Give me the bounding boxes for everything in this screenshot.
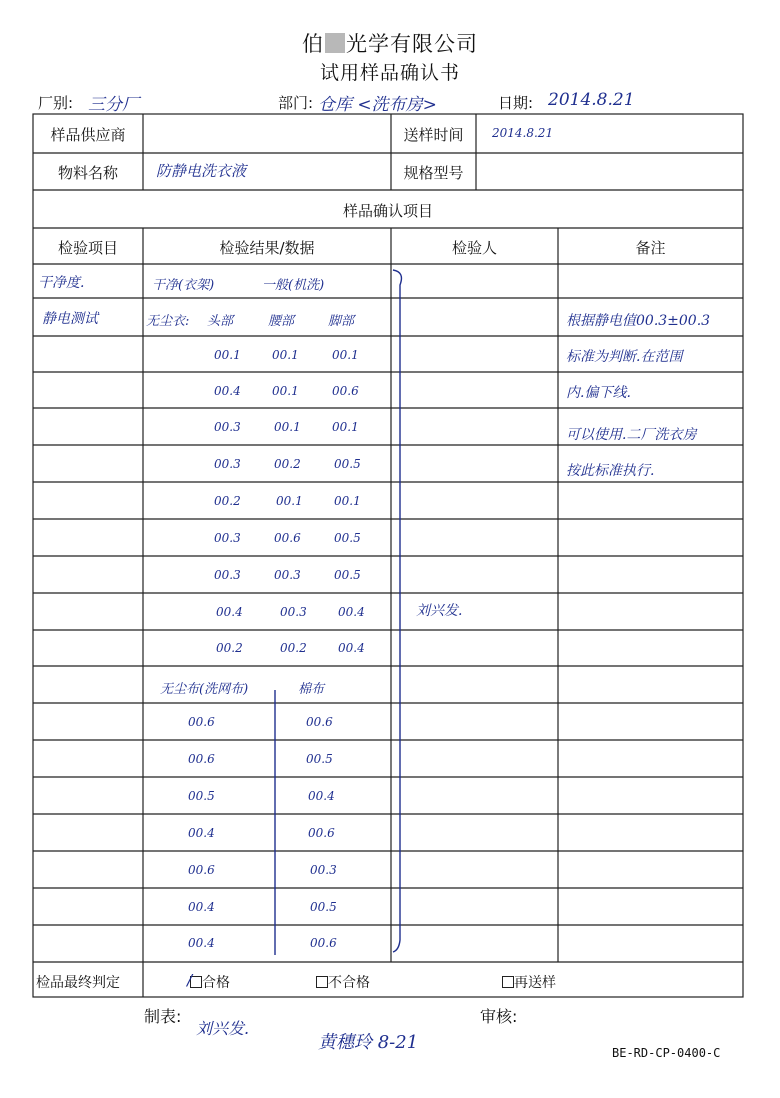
checkbox-icon	[502, 976, 514, 988]
review-label: 审核:	[480, 1007, 518, 1026]
static-item: 静电测试	[42, 311, 98, 327]
group2-header-cotton: 棉布	[298, 682, 325, 697]
reading-cell: 00.2	[216, 641, 243, 655]
col-header-remarks: 备注	[635, 239, 666, 257]
reading-cell: 00.2	[280, 641, 307, 655]
section-title: 样品确认项目	[342, 202, 433, 220]
reading-cell: 00.4	[216, 605, 243, 619]
reading-cell: 00.2	[274, 457, 301, 471]
reading-cell: 00.4	[188, 900, 215, 914]
factory-label: 厂别:	[38, 94, 74, 112]
remark-line: 可以使用.二厂洗衣房	[566, 427, 697, 443]
send-time-value: 2014.8.21	[492, 126, 554, 140]
made-by-signature: 刘兴发.	[196, 1019, 250, 1038]
document-code: BE-RD-CP-0400-C	[612, 1046, 721, 1060]
factory-value: 三分厂	[88, 95, 139, 115]
reading-cell: 00.1	[334, 494, 361, 508]
reading-cell: 00.3	[214, 568, 241, 582]
date-label: 日期:	[498, 94, 534, 112]
reading-cell: 00.5	[188, 789, 215, 803]
reading-cell: 00.6	[188, 863, 215, 877]
material-value: 防静电洗衣液	[156, 162, 247, 180]
send-time-label: 送样时间	[403, 126, 464, 144]
reading-cell: 00.5	[306, 752, 333, 766]
reading-cell: 00.1	[272, 384, 299, 398]
date-value: 2014.8.21	[548, 90, 635, 110]
reading-cell: 00.4	[188, 826, 215, 840]
static-sub-foot: 脚部	[328, 314, 355, 329]
static-sub-waist: 腰部	[268, 314, 295, 329]
static-sub-head: 头部	[207, 314, 234, 329]
reading-cell: 00.3	[214, 531, 241, 545]
reading-cell: 00.6	[332, 384, 359, 398]
reading-cell: 00.5	[334, 568, 361, 582]
reading-cell: 00.1	[276, 494, 303, 508]
reading-cell: 00.6	[188, 752, 215, 766]
reading-cell: 00.6	[188, 715, 215, 729]
company-name-prefix: 伯	[302, 32, 324, 56]
final-judgement-label: 检品最终判定	[36, 975, 120, 991]
spec-label: 规格型号	[403, 164, 464, 182]
remark-line: 标准为判断.在范围	[566, 349, 683, 365]
reading-cell: 00.3	[214, 457, 241, 471]
option-fail-label: 不合格	[328, 975, 370, 991]
reading-cell: 00.3	[214, 420, 241, 434]
option-pass-label: 合格	[202, 975, 230, 991]
option-pass[interactable]	[187, 971, 230, 992]
document-title: 试用样品确认书	[319, 62, 460, 84]
remark-line: 根据静电值00.3±00.3	[566, 313, 711, 329]
remark-line: 按此标准执行.	[566, 463, 655, 479]
reading-cell: 00.5	[310, 900, 337, 914]
col-header-result: 检验结果/数据	[219, 239, 315, 257]
reading-cell: 00.6	[308, 826, 335, 840]
material-label: 物料名称	[57, 164, 118, 182]
dept-label: 部门:	[278, 94, 314, 112]
dept-value: 仓库 <洗布房>	[318, 95, 437, 115]
reading-cell: 00.4	[338, 605, 365, 619]
reading-cell: 00.4	[188, 936, 215, 950]
company-name-suffix: 光学有限公司	[346, 32, 478, 56]
checkbox-checked-icon: /	[190, 976, 202, 988]
static-sub-cleanroom: 无尘衣:	[146, 314, 190, 329]
remark-line: 内.偏下线.	[566, 385, 631, 401]
reading-cell: 00.6	[274, 531, 301, 545]
cleanliness-result-a: 干净(衣架)	[152, 278, 215, 293]
option-resend[interactable]	[502, 972, 556, 992]
reading-cell: 00.3	[310, 863, 337, 877]
reading-cell: 00.5	[334, 531, 361, 545]
reading-cell: 00.1	[214, 348, 241, 362]
reading-cell: 00.4	[338, 641, 365, 655]
reading-cell: 00.1	[274, 420, 301, 434]
inspector-signature: 刘兴发.	[416, 603, 463, 619]
reviewer-signature: 黄穗玲 8-21	[318, 1032, 419, 1053]
cleanliness-item: 干净度.	[38, 275, 85, 291]
reading-cell: 00.6	[310, 936, 337, 950]
group2-header-cleanroom-cloth: 无尘布(洗网布)	[160, 682, 249, 697]
reading-cell: 00.1	[272, 348, 299, 362]
col-header-inspector: 检验人	[451, 239, 497, 257]
col-header-item: 检验项目	[57, 239, 118, 257]
reading-cell: 00.2	[214, 494, 241, 508]
checkbox-icon	[316, 976, 328, 988]
made-by-label: 制表:	[144, 1007, 182, 1026]
reading-cell: 00.4	[308, 789, 335, 803]
reading-cell: 00.6	[306, 715, 333, 729]
cleanliness-result-b: 一般(机洗)	[262, 278, 325, 293]
reading-cell: 00.3	[280, 605, 307, 619]
reading-cell: 00.4	[214, 384, 241, 398]
option-fail[interactable]	[316, 972, 370, 992]
reading-cell: 00.3	[274, 568, 301, 582]
supplier-label: 样品供应商	[50, 126, 126, 144]
reading-cell: 00.1	[332, 420, 359, 434]
option-resend-label: 再送样	[514, 975, 556, 991]
reading-cell: 00.1	[332, 348, 359, 362]
reading-cell: 00.5	[334, 457, 361, 471]
